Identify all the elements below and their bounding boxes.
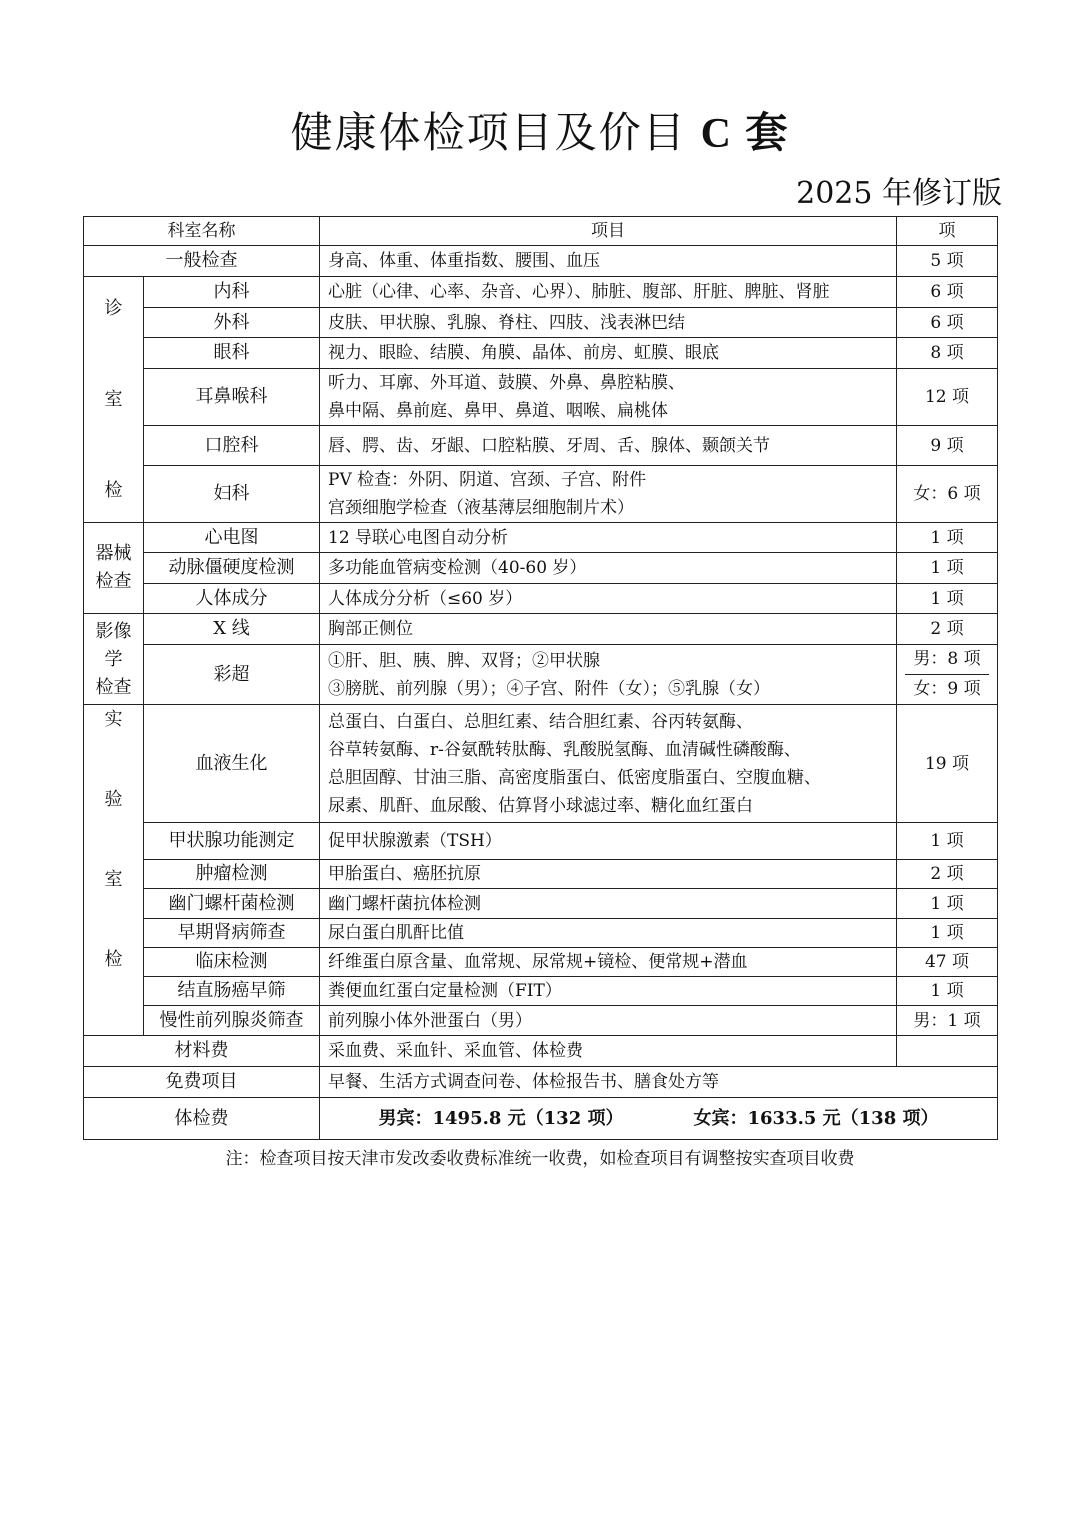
free-name: 免费项目: [84, 1067, 320, 1098]
equipment-name: 人体成分: [144, 584, 320, 614]
clinic-row: [84, 338, 998, 369]
header-count: 项: [897, 217, 998, 246]
imaging-items-line: ③膀胱、前列腺（男）；④子宫、附件（女）；⑤乳腺（女）: [328, 678, 770, 699]
lab-category: [84, 705, 144, 1036]
equipment-category-line: 器械: [95, 543, 132, 564]
clinic-items-line: 宫颈细胞学检查（液基薄层细胞制片术）: [328, 498, 634, 518]
imaging-count: 2 项: [897, 614, 998, 645]
lab-name: 肿瘤检测: [144, 860, 320, 889]
clinic-items-line: 鼻中隔、鼻前庭、鼻甲、鼻道、咽喉、扁桃体: [328, 401, 668, 421]
lab-count: 1 项: [897, 977, 998, 1006]
lab-category-char: 检: [104, 949, 123, 970]
materials-row: [84, 1036, 998, 1067]
equipment-name: 心电图: [144, 523, 320, 553]
imaging-count-female: 女：9 项: [905, 674, 989, 704]
clinic-items: 心脏（心律、心率、杂音、心界）、肺脏、腹部、肝脏、脾脏、肾脏: [320, 277, 897, 308]
lab-row: [84, 705, 998, 823]
lab-name: 幽门螺杆菌检测: [144, 889, 320, 919]
clinic-count: 女：6 项: [897, 466, 998, 523]
clinic-category-char: 检: [104, 479, 123, 501]
lab-count: 1 项: [897, 889, 998, 919]
clinic-category-char: 室: [104, 388, 123, 410]
imaging-count: [897, 645, 998, 705]
equipment-count: 1 项: [897, 553, 998, 584]
clinic-items: [320, 369, 897, 426]
lab-items: 纤维蛋白原含量、血常规、尿常规+镜检、便常规+潜血: [320, 948, 897, 977]
lab-category-char: 验: [104, 789, 123, 810]
general-name: 一般检查: [84, 246, 320, 277]
lab-category-char: 室: [104, 869, 123, 890]
clinic-name: 眼科: [144, 338, 320, 369]
lab-items: 粪便血红蛋白定量检测（FIT）: [320, 977, 897, 1006]
lab-count: 男：1 项: [897, 1006, 998, 1036]
title-suffix: C 套: [700, 111, 790, 157]
equipment-category: [84, 523, 144, 614]
clinic-name: 耳鼻喉科: [144, 369, 320, 426]
lab-count: 47 项: [897, 948, 998, 977]
fee-values: [320, 1098, 998, 1140]
lab-items: 幽门螺杆菌抗体检测: [320, 889, 897, 919]
footnote: 注：检查项目按天津市发改委收费标准统一收费，如检查项目有调整按实查项目收费: [225, 1149, 855, 1169]
title-text: 健康体检项目及价目: [290, 108, 687, 157]
clinic-count: 6 项: [897, 277, 998, 308]
free-items: 早餐、生活方式调查问卷、体检报告书、膳食处方等: [320, 1067, 998, 1098]
fee-name: 体检费: [84, 1098, 320, 1140]
fee-row: [84, 1098, 998, 1140]
imaging-items: 胸部正侧位: [320, 614, 897, 645]
page-title: [0, 100, 1080, 160]
fee-female: 女宾：1633.5 元（138 项）: [693, 1107, 939, 1129]
clinic-items-line: PV 检查：外阴、阴道、宫颈、子宫、附件: [328, 470, 647, 490]
clinic-items-line: 听力、耳廓、外耳道、鼓膜、外鼻、鼻腔粘膜、: [328, 373, 685, 393]
lab-items: [320, 705, 897, 823]
imaging-row: [84, 614, 998, 645]
lab-items-line: 总胆固醇、甘油三脂、高密度脂蛋白、低密度脂蛋白、空腹血糖、: [328, 767, 821, 788]
equipment-row: [84, 584, 998, 614]
lab-row: [84, 889, 998, 919]
lab-count: 2 项: [897, 860, 998, 889]
lab-name: 血液生化: [144, 705, 320, 823]
general-count: 5 项: [897, 246, 998, 277]
header-row: [84, 217, 998, 246]
equipment-count: 1 项: [897, 584, 998, 614]
lab-items-line: 尿素、肌酐、血尿酸、估算肾小球滤过率、糖化血红蛋白: [328, 795, 753, 816]
imaging-row: [84, 645, 998, 705]
lab-name: 早期肾病筛查: [144, 919, 320, 948]
materials-name: 材料费: [84, 1036, 320, 1067]
lab-row: [84, 823, 998, 860]
lab-name: 甲状腺功能测定: [144, 823, 320, 860]
free-row: [84, 1067, 998, 1098]
lab-items: 促甲状腺激素（TSH）: [320, 823, 897, 860]
clinic-items: 唇、腭、齿、牙龈、口腔粘膜、牙周、舌、腺体、颞颌关节: [320, 426, 897, 466]
clinic-category: [84, 277, 144, 523]
lab-category-char: 实: [104, 709, 123, 730]
lab-row: [84, 977, 998, 1006]
lab-row: [84, 948, 998, 977]
clinic-count: 12 项: [897, 369, 998, 426]
equipment-category-line: 检查: [95, 571, 132, 592]
checkup-table: [83, 216, 998, 1140]
imaging-name: X 线: [144, 614, 320, 645]
lab-row: [84, 919, 998, 948]
lab-name: 慢性前列腺炎筛查: [144, 1006, 320, 1036]
clinic-items: 视力、眼睑、结膜、角膜、晶体、前房、虹膜、眼底: [320, 338, 897, 369]
clinic-name: 口腔科: [144, 426, 320, 466]
imaging-items: [320, 645, 897, 705]
imaging-category-line: 检查: [95, 677, 132, 698]
lab-items: 前列腺小体外泄蛋白（男）: [320, 1006, 897, 1036]
lab-row: [84, 1006, 998, 1036]
lab-name: 临床检测: [144, 948, 320, 977]
lab-count: 19 项: [897, 705, 998, 823]
imaging-category: [84, 614, 144, 705]
lab-count: 1 项: [897, 919, 998, 948]
imaging-items-line: ①肝、胆、胰、脾、双肾；②甲状腺: [328, 650, 600, 671]
general-items: 身高、体重、体重指数、腰围、血压: [320, 246, 897, 277]
equipment-count: 1 项: [897, 523, 998, 553]
header-dept: 科室名称: [84, 217, 320, 246]
lab-items: 尿白蛋白肌酐比值: [320, 919, 897, 948]
lab-name: 结直肠癌早筛: [144, 977, 320, 1006]
lab-row: [84, 860, 998, 889]
clinic-row: [84, 308, 998, 338]
clinic-row: [84, 466, 998, 523]
lab-items: 甲胎蛋白、癌胚抗原: [320, 860, 897, 889]
clinic-count: 9 项: [897, 426, 998, 466]
fee-male: 男宾：1495.8 元（132 项）: [378, 1107, 624, 1129]
clinic-items: [320, 466, 897, 523]
imaging-name: 彩超: [144, 645, 320, 705]
clinic-name: 内科: [144, 277, 320, 308]
equipment-row: [84, 523, 998, 553]
imaging-count-male: 男：8 项: [913, 649, 981, 669]
equipment-name: 动脉僵硬度检测: [144, 553, 320, 584]
general-row: [84, 246, 998, 277]
lab-items-line: 总蛋白、白蛋白、总胆红素、结合胆红素、谷丙转氨酶、: [328, 711, 753, 732]
clinic-name: 外科: [144, 308, 320, 338]
equipment-row: [84, 553, 998, 584]
header-items: 项目: [320, 217, 897, 246]
lab-count: 1 项: [897, 823, 998, 860]
clinic-items: 皮肤、甲状腺、乳腺、脊柱、四肢、浅表淋巴结: [320, 308, 897, 338]
clinic-row: [84, 426, 998, 466]
clinic-count: 6 项: [897, 308, 998, 338]
materials-items: 采血费、采血针、采血管、体检费: [320, 1036, 897, 1067]
equipment-items: 人体成分分析（≤60 岁）: [320, 584, 897, 614]
clinic-count: 8 项: [897, 338, 998, 369]
clinic-category-char: 诊: [104, 297, 123, 319]
equipment-items: 12 导联心电图自动分析: [320, 523, 897, 553]
imaging-category-line: 学: [104, 649, 123, 670]
materials-count: [897, 1036, 998, 1067]
clinic-row: [84, 277, 998, 308]
edition-label: 2025 年修订版: [796, 176, 1002, 211]
clinic-row: [84, 369, 998, 426]
clinic-name: 妇科: [144, 466, 320, 523]
imaging-category-line: 影像: [95, 621, 132, 642]
lab-items-line: 谷草转氨酶、r-谷氨酰转肽酶、乳酸脱氢酶、血清碱性磷酸酶、: [328, 739, 801, 760]
equipment-items: 多功能血管病变检测（40-60 岁）: [320, 553, 897, 584]
